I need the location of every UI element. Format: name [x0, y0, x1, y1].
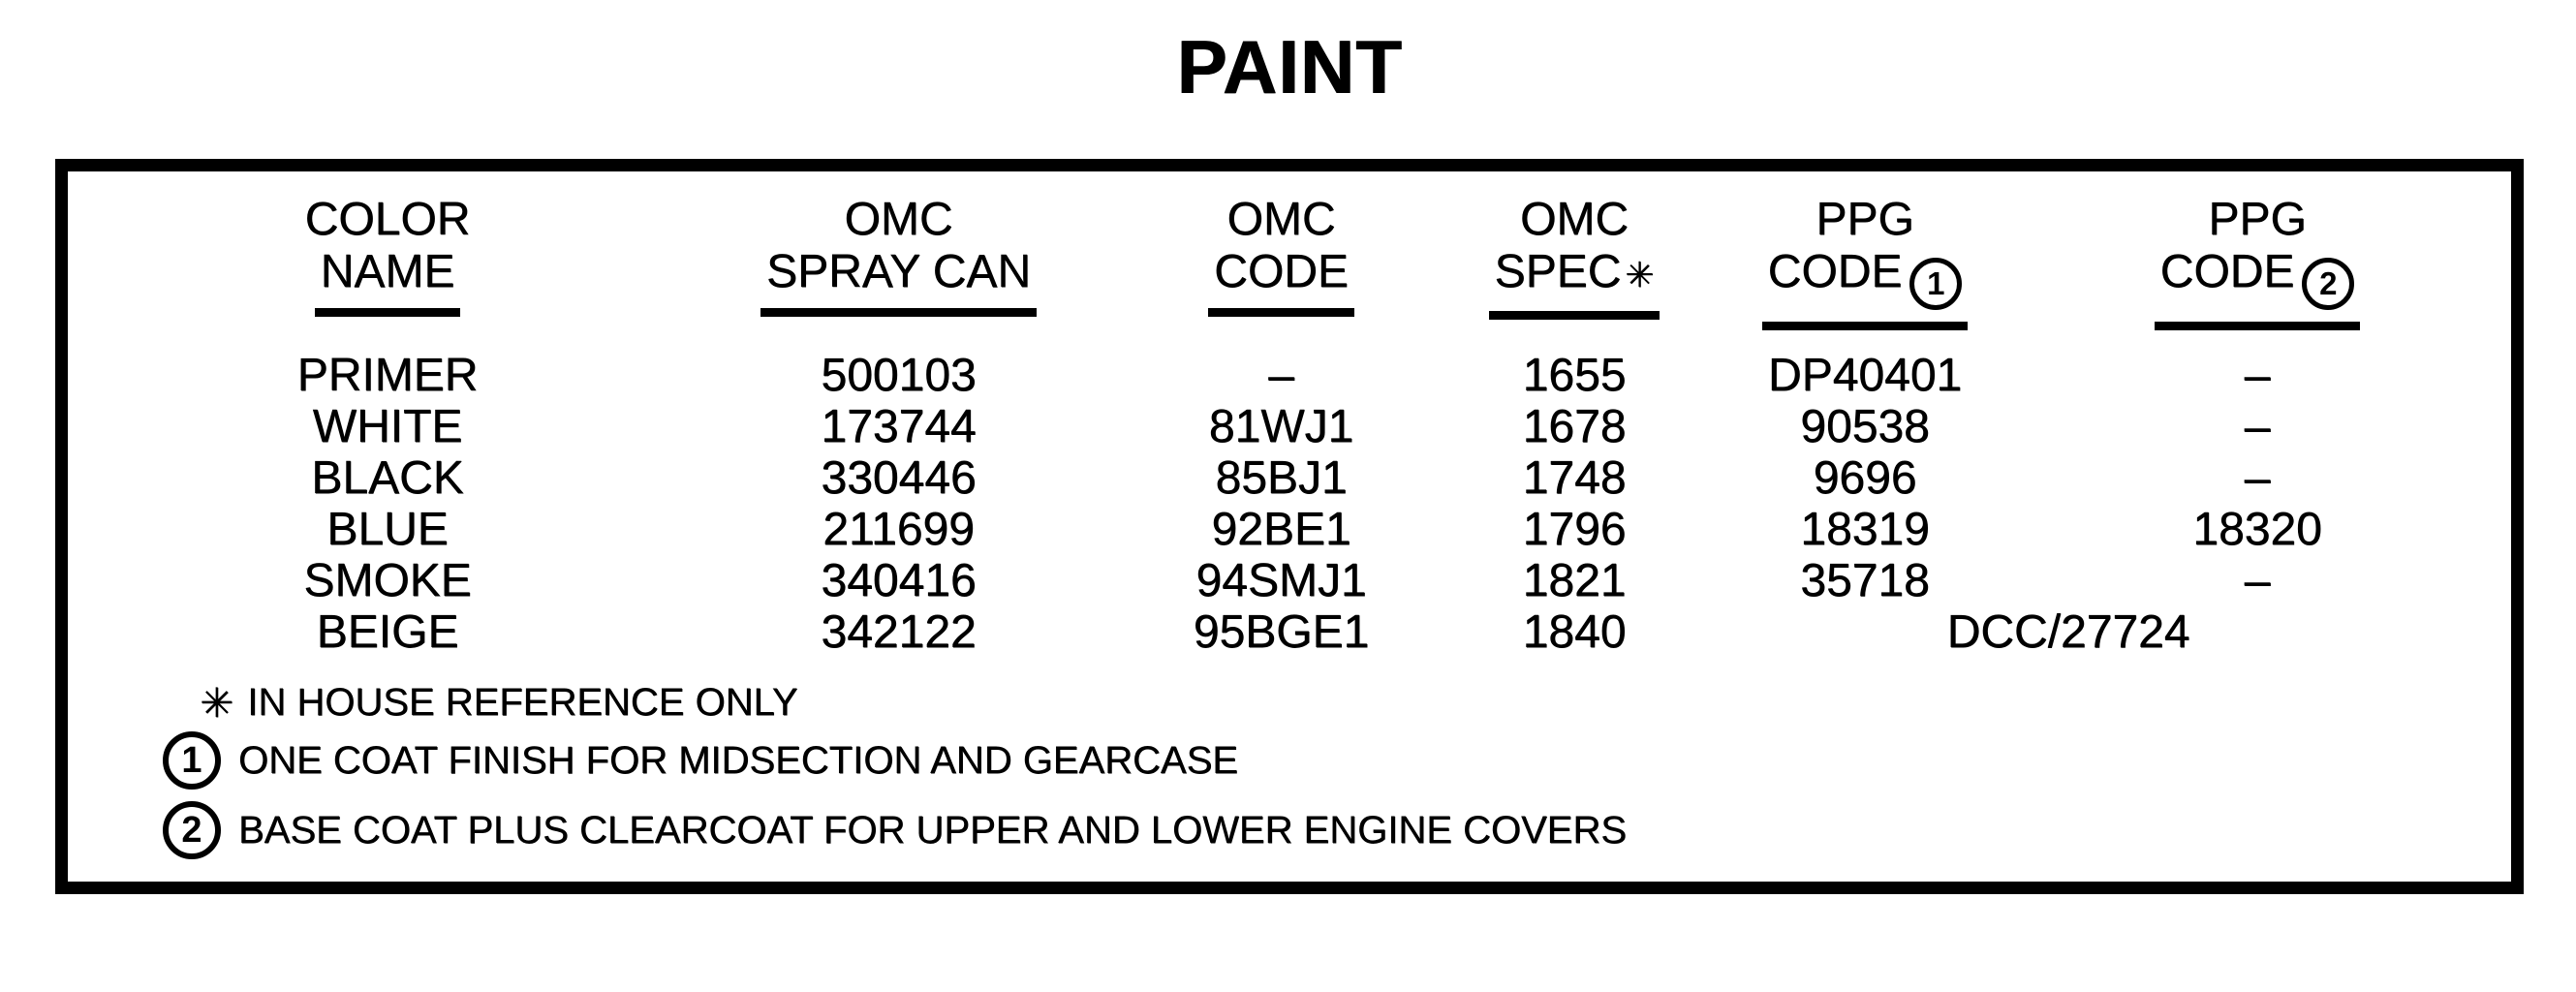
cell-color-name: BLUE [326, 504, 449, 555]
table-row [68, 555, 2461, 606]
table-header [68, 171, 2461, 330]
asterisk-icon: ✳ [200, 680, 234, 726]
cell-omc-code: 81WJ1 [1208, 401, 1354, 452]
table-row [68, 330, 2461, 401]
col-header-omc-spec [1473, 171, 1676, 330]
cell-ppg-code-2: – [2244, 401, 2271, 452]
header-line1: PPG [1816, 194, 1914, 245]
cell-omc-code: 95BGE1 [1193, 606, 1370, 658]
footnote-text: BASE COAT PLUS CLEARCOAT FOR UPPER AND LOWER ENGINE COVERS [238, 808, 1627, 852]
header-line1: OMC [1226, 194, 1336, 245]
table-body [68, 330, 2461, 658]
footnote-text: IN HOUSE REFERENCE ONLY [247, 681, 798, 724]
header-line1: OMC [1520, 194, 1629, 245]
col-header-omc-spray-can [707, 171, 1090, 330]
cell-ppg-code-span: DCC/27724 [1946, 606, 2190, 658]
header-line2: CODE [1090, 248, 1473, 317]
asterisk-icon: ✳ [1625, 255, 1655, 294]
cell-omc-spray-can: 340416 [821, 555, 977, 606]
cell-omc-spec: 1796 [1522, 504, 1627, 555]
header-line1: OMC [844, 194, 953, 245]
circled-1-icon: 1 [1909, 258, 1962, 310]
cell-omc-spray-can: 211699 [822, 504, 975, 555]
cell-omc-spray-can: 330446 [821, 452, 977, 504]
cell-omc-spec: 1655 [1522, 350, 1627, 401]
cell-ppg-code-1: 18319 [1800, 504, 1930, 555]
header-line2: SPRAY CAN [707, 248, 1090, 317]
paint-table-box [55, 159, 2524, 894]
header-line2: CODE 1 [1676, 248, 2054, 330]
circled-1-icon: 1 [163, 731, 221, 790]
cell-omc-code: 92BE1 [1211, 504, 1351, 555]
col-header-omc-code [1090, 171, 1473, 330]
cell-omc-spec: 1748 [1522, 452, 1627, 504]
header-line1: COLOR [304, 194, 471, 245]
cell-ppg-code-1: 9696 [1813, 452, 1917, 504]
circled-2-icon: 2 [2302, 258, 2354, 310]
cell-omc-spec: 1840 [1522, 606, 1627, 658]
cell-ppg-code-1: DP40401 [1767, 350, 1963, 401]
col-header-ppg-code-1 [1676, 171, 2054, 330]
cell-omc-code: – [1268, 350, 1294, 401]
cell-ppg-code-1: 35718 [1800, 555, 1930, 606]
header-row [68, 171, 2461, 330]
footnote-base-coat [163, 801, 1627, 859]
cell-color-name: BEIGE [316, 606, 459, 658]
cell-omc-spray-can: 500103 [821, 350, 977, 401]
cell-omc-code: 85BJ1 [1215, 452, 1348, 504]
circled-2-icon: 2 [163, 801, 221, 859]
col-header-ppg-code-2 [2054, 171, 2461, 330]
header-line2: CODE 2 [2054, 248, 2461, 330]
cell-color-name: WHITE [312, 401, 463, 452]
header-line2: SPEC ✳ [1473, 248, 1676, 320]
cell-omc-spray-can: 173744 [821, 401, 977, 452]
cell-omc-spray-can: 342122 [821, 606, 977, 658]
page-title: PAINT [1176, 24, 1403, 109]
cell-color-name: PRIMER [296, 350, 479, 401]
footnote-in-house [200, 679, 797, 727]
cell-ppg-code-2: – [2244, 555, 2271, 606]
cell-color-name: SMOKE [303, 555, 472, 606]
table-row [68, 401, 2461, 452]
table-row [68, 606, 2461, 658]
table-row [68, 452, 2461, 504]
cell-omc-code: 94SMJ1 [1195, 555, 1367, 606]
cell-ppg-code-2: – [2244, 452, 2271, 504]
cell-color-name: BLACK [311, 452, 464, 504]
header-line2: NAME [68, 248, 707, 317]
cell-omc-spec: 1821 [1522, 555, 1627, 606]
header-line1: PPG [2208, 194, 2307, 245]
footnote-one-coat [163, 731, 1238, 790]
paint-table [68, 171, 2461, 658]
table-row [68, 504, 2461, 555]
cell-ppg-code-2: – [2244, 350, 2271, 401]
col-header-color-name [68, 171, 707, 330]
footnote-text: ONE COAT FINISH FOR MIDSECTION AND GEARCASE [238, 738, 1238, 782]
cell-omc-spec: 1678 [1522, 401, 1627, 452]
cell-ppg-code-1: 90538 [1800, 401, 1930, 452]
cell-ppg-code-2: 18320 [2192, 504, 2322, 555]
